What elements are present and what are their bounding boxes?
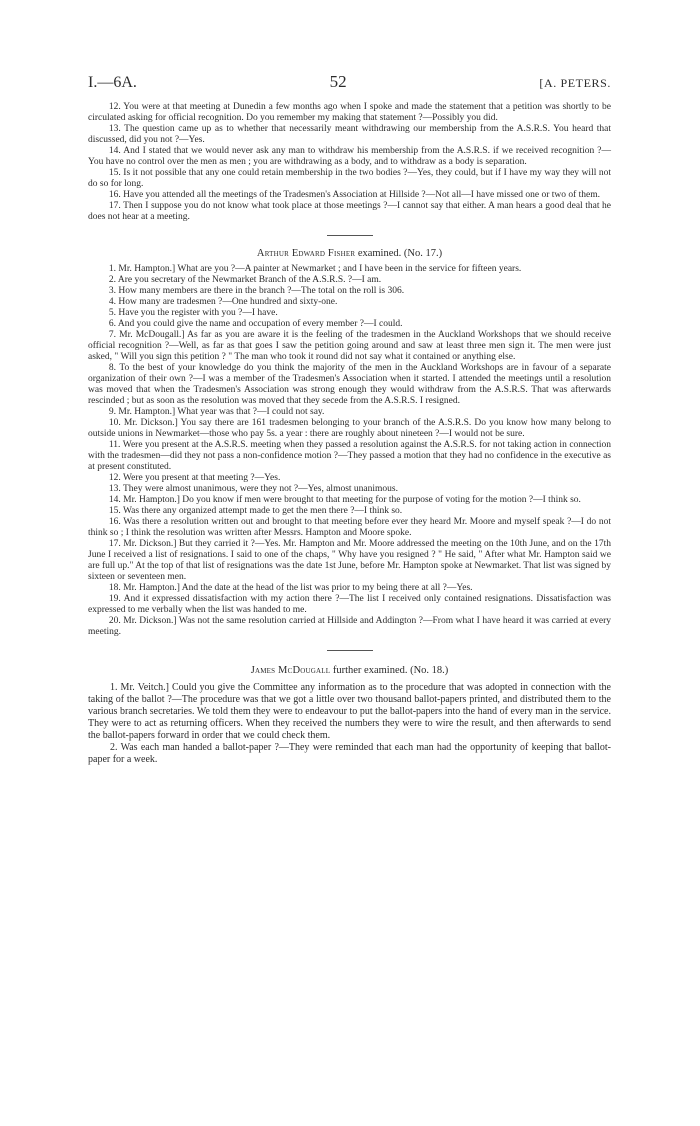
witness-reference: [A. PETERS. [539,76,611,90]
witness-name: James McDougall [250,665,331,676]
page-number: 52 [329,72,347,91]
witness-name: Arthur Edward Fisher [256,248,356,259]
question-answer: 9. Mr. Hampton.] What year was that ?—I could not say. [108,407,325,417]
question-answer: 14. Mr. Hampton.] Do you know if men were brought to that meeting for the purpose of voting for the motion ?—I think so. [108,495,581,505]
document-reference: I.—6A. [88,74,137,91]
witness-heading [88,665,611,677]
question-answer: 10. Mr. Dickson.] You say there are 161 tradesmen belonging to your branch of the A.S.R.S. Do you know how many belong to outside unions in Newmarket—those who pay 5s. a year : there are roughly about nineteen ?—I would not be sure. [88,418,611,439]
section-divider [327,235,373,236]
question-answer: 3. How many members are there in the branch ?—The total on the roll is 306. [108,286,405,296]
testimony-section-fisher [88,248,611,638]
question-answer: 14. And I stated that we would never ask any man to withdraw his membership from the A.S.R.S. if we received recognition ?—You have no control over the men as men ; you are withdrawing as a body, and to withdraw as a body is separation. [88,146,611,167]
question-answer: 17. Mr. Dickson.] But they carried it ?—Yes. Mr. Hampton and Mr. Moore addressed the meeting on the 10th June, and on the 17th June I received a list of resignations. I said to one of the chaps, " Why have you resigned ? " He said, " After what Mr. Hampton said we are full up." At the top of that list of resignations was the date 1st June, before Mr. Hampton spoke at Newmarket. That list was signed by sixteen or seventeen men. [88,539,611,582]
question-answer: 4. How many are tradesmen ?—One hundred and sixty-one. [108,297,338,307]
question-answer: 20. Mr. Dickson.] Was not the same resolution carried at Hillside and Addington ?—From what I have heard it was carried at every meeting. [88,616,611,637]
question-answer: 15. Is it not possible that any one could retain membership in the two bodies ?—Yes, they could, but if I have my way they will not do so for long. [88,168,611,189]
question-answer: 19. And it expressed dissatisfaction with my action there ?—The list I received only contained resignations. Dissatisfaction was expressed to me verbally when the list was handed to me. [88,594,611,615]
question-answer: 7. Mr. McDougall.] As far as you are aware it is the feeling of the tradesmen in the Auckland Workshops that we should receive official recognition ?—Well, as far as that goes I saw the petition going around and saw at least three men sign it. The men were just asked, " Will you sign this petition ? " The man who took it round did not say what it contained or anything else. [88,330,611,362]
section-divider [327,650,373,651]
question-answer: 6. And you could give the name and occupation of every member ?—I could. [108,319,403,329]
question-answer: 15. Was there any organized attempt made to get the men there ?—I think so. [108,506,403,516]
witness-heading-detail: further examined. (No. 18.) [330,665,449,676]
question-answer: 12. You were at that meeting at Dunedin a few months ago when I spoke and made the statement that a petition was shortly to be circulated asking for official recognition. Do you remember my making that statement ?—Possibly you did. [88,102,611,123]
question-answer: 8. To the best of your knowledge do you think the majority of the men in the Auckland Workshops are in favour of a separate organization of their own ?—I was a member of the Tradesmen's Association when it started. I attended the meetings until a resolution was moved that when the Tradesmen's Association was strong enough they would withdraw from the A.S.R.S. That was afterwards rescinded ; but as soon as the resolution was moved that they secede from the A.S.R.S. I resigned. [88,363,611,406]
testimony-section-continued [88,102,611,223]
question-answer: 1. Mr. Veitch.] Could you give the Committee any information as to the procedure that was adopted in connection with the taking of the ballot ?—The procedure was that we got a little over two thousand ballot-papers printed, and distributed them to the various branch secretaries. We told them they were to endeavour to put the ballot-papers into the hand of every man in the service. They were to act as returning officers. When they received the numbers they were to wire the result, and then afterwards to send the ballot-papers forward in order that we could check them. [88,682,611,741]
page-header [88,72,611,92]
question-answer: 5. Have you the register with you ?—I have. [108,308,278,318]
question-answer: 16. Was there a resolution written out and brought to that meeting before ever they heard Mr. Moore and myself speak ?—I do not think so ; I think the resolution was written after Messrs. Hampton and Moore spoke. [88,517,611,538]
question-answer: 17. Then I suppose you do not know what took place at those meetings ?—I cannot say that either. A man hears a good deal that he does not hear at a meeting. [88,201,611,222]
question-answer: 1. Mr. Hampton.] What are you ?—A painter at Newmarket ; and I have been in the service for fifteen years. [108,264,522,274]
question-answer: 13. The question came up as to whether that necessarily meant withdrawing our membership from the A.S.R.S. You heard that discussed, did you not ?—Yes. [88,124,611,145]
question-answer: 12. Were you present at that meeting ?—Yes. [108,473,281,483]
question-answer: 13. They were almost unanimous, were they not ?—Yes, almost unanimous. [108,484,398,494]
witness-heading [88,248,611,259]
question-answer: 18. Mr. Hampton.] And the date at the head of the list was prior to my being there at all ?—Yes. [108,583,473,593]
document-body [88,102,611,766]
question-answer: 2. Are you secretary of the Newmarket Branch of the A.S.R.S. ?—I am. [108,275,382,285]
witness-heading-detail: examined. (No. 17.) [355,248,443,259]
question-answer: 11. Were you present at the A.S.R.S. meeting when they passed a resolution against the A.S.R.S. for not taking action in connection with the tradesmen—did they not pass a non-confidence motion ?—They passed a motion that they had no confidence in the executive as at present constituted. [88,440,611,472]
question-answer: 16. Have you attended all the meetings of the Tradesmen's Association at Hillside ?—Not all—I have missed one or two of them. [108,190,601,200]
testimony-section-mcdougall [88,665,611,766]
question-answer: 2. Was each man handed a ballot-paper ?—They were reminded that each man had the opportunity of keeping that ballot-paper for a week. [88,742,611,765]
